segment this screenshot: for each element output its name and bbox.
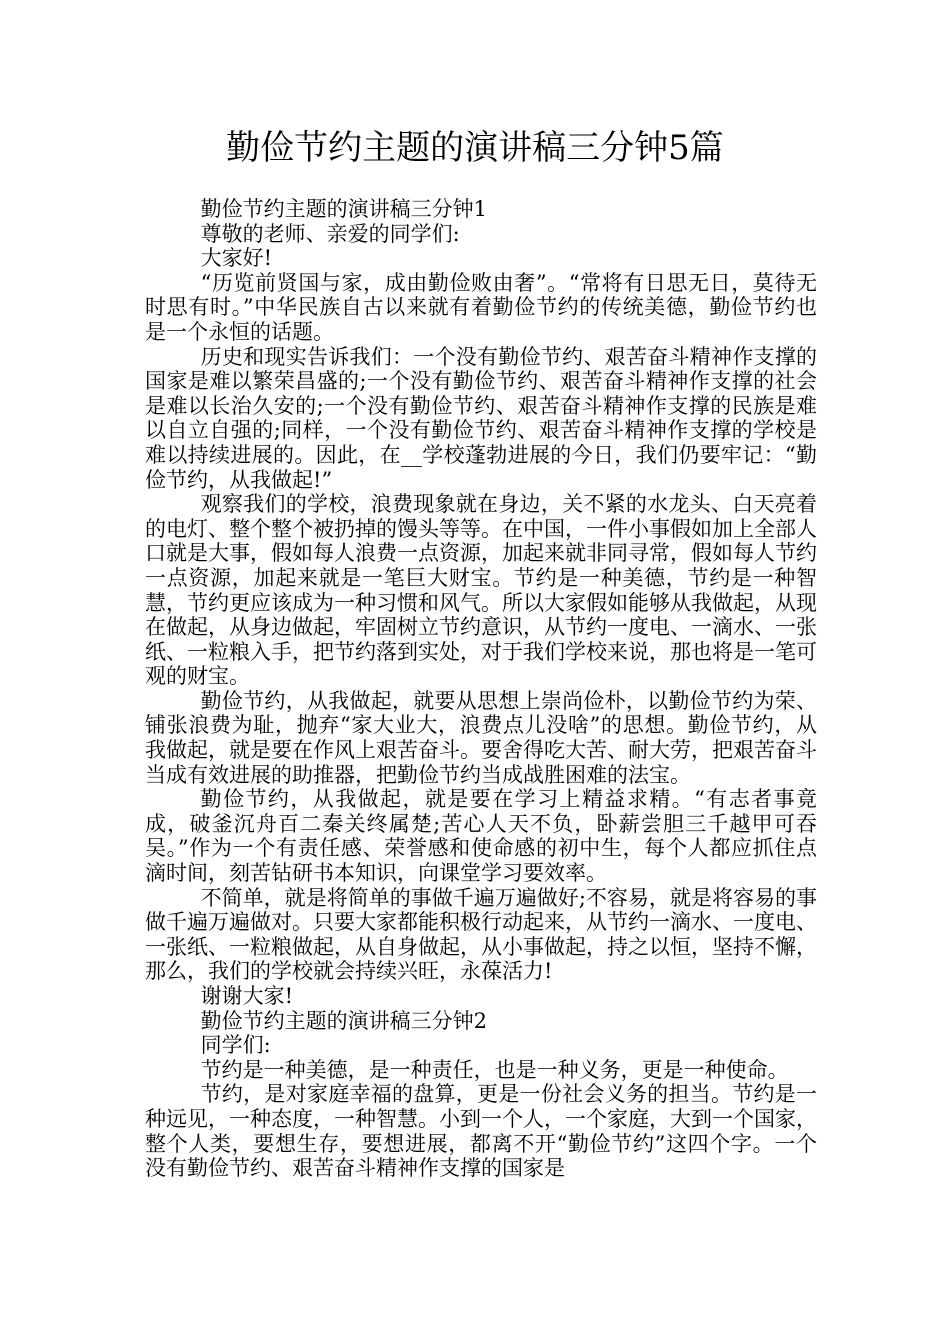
paragraph: 节约是一种美德，是一种责任，也是一种义务，更是一种使命。 (200, 1057, 789, 1082)
salutation: 同学们: (200, 1033, 271, 1058)
document-title: 勤俭节约主题的演讲稿三分钟5篇 (226, 128, 724, 168)
closing-thanks: 谢谢大家! (200, 984, 294, 1008)
section-heading-1: 勤俭节约主题的演讲稿三分钟1 (200, 197, 488, 221)
greeting: 大家好! (200, 246, 273, 271)
salutation: 尊敬的老师、亲爱的同学们: (200, 221, 460, 246)
section-heading-2: 勤俭节约主题的演讲稿三分钟2 (200, 1008, 488, 1033)
paragraph: 节约，是对家庭幸福的盘算，更是一份社会义务的担当。节约是一种远见，一种态度，一种智慧。小到一个人，一个家庭，大到一个国家，整个人类，要想生存，要想进展，都离不开“勤俭节约”这四个字。一个没有勤俭节约、艰苦奋斗精神作支撑的国家是 (145, 1082, 817, 1181)
paragraph: 观察我们的学校，浪费现象就在身边，关不紧的水龙头、白天亮着的电灯、整个整个被扔掉的馒头等等。在中国，一件小事假如加上全部人口就是大事，假如每人浪费一点资源，加起来就非同寻常，假如每人节约一点资源，加起来就是一笔巨大财宝。节约是一种美德，节约是一种智慧，节约更应该成为一种习惯和风气。所以大家假如能够从我做起，从现在做起，从身边做起，牢固树立节约意识，从节约一度电、一滴水、一张纸、一粒粮入手，把节约落到实处，对于我们学校来说，那也将是一笔可观的财宝。 (145, 492, 817, 689)
document-body (145, 197, 817, 1181)
paragraph: 不简单，就是将简单的事做千遍万遍做好;不容易，就是将容易的事做千遍万遍做对。只要大家都能积极行动起来，从节约一滴水、一度电、一张纸、一粒粮做起，从自身做起，从小事做起，持之以恒，坚持不懈，那么，我们的学校就会持续兴旺，永葆活力! (145, 885, 817, 984)
paragraph: 勤俭节约，从我做起，就是要在学习上精益求精。“有志者事竟成，破釜沉舟百二秦关终属楚;苦心人天不负，卧薪尝胆三千越甲可吞吴。”作为一个有责任感、荣誉感和使命感的初中生，每个人都应抓住点滴时间，刻苦钻研书本知识，向课堂学习要效率。 (145, 787, 817, 886)
paragraph: “历览前贤国与家，成由勤俭败由奢”。“常将有日思无日，莫待无时思有时。”中华民族自古以来就有着勤俭节约的传统美德，勤俭节约也是一个永恒的话题。 (145, 270, 817, 344)
paragraph: 历史和现实告诉我们：一个没有勤俭节约、艰苦奋斗精神作支撑的国家是难以繁荣昌盛的;一个没有勤俭节约、艰苦奋斗精神作支撑的社会是难以长治久安的;一个没有勤俭节约、艰苦奋斗精神作支撑的民族是难以自立自强的;同样，一个没有勤俭节约、艰苦奋斗精神作支撑的学校是难以持续进展的。因此，在__学校蓬勃进展的今日，我们仍要牢记：“勤俭节约，从我做起!” (145, 344, 817, 492)
paragraph: 勤俭节约，从我做起，就要从思想上崇尚俭朴，以勤俭节约为荣、铺张浪费为耻，抛弃“家大业大，浪费点儿没啥”的思想。勤俭节约，从我做起，就是要在作风上艰苦奋斗。要舍得吃大苦、耐大劳，把艰苦奋斗当成有效进展的助推器，把勤俭节约当成战胜困难的法宝。 (145, 688, 817, 787)
